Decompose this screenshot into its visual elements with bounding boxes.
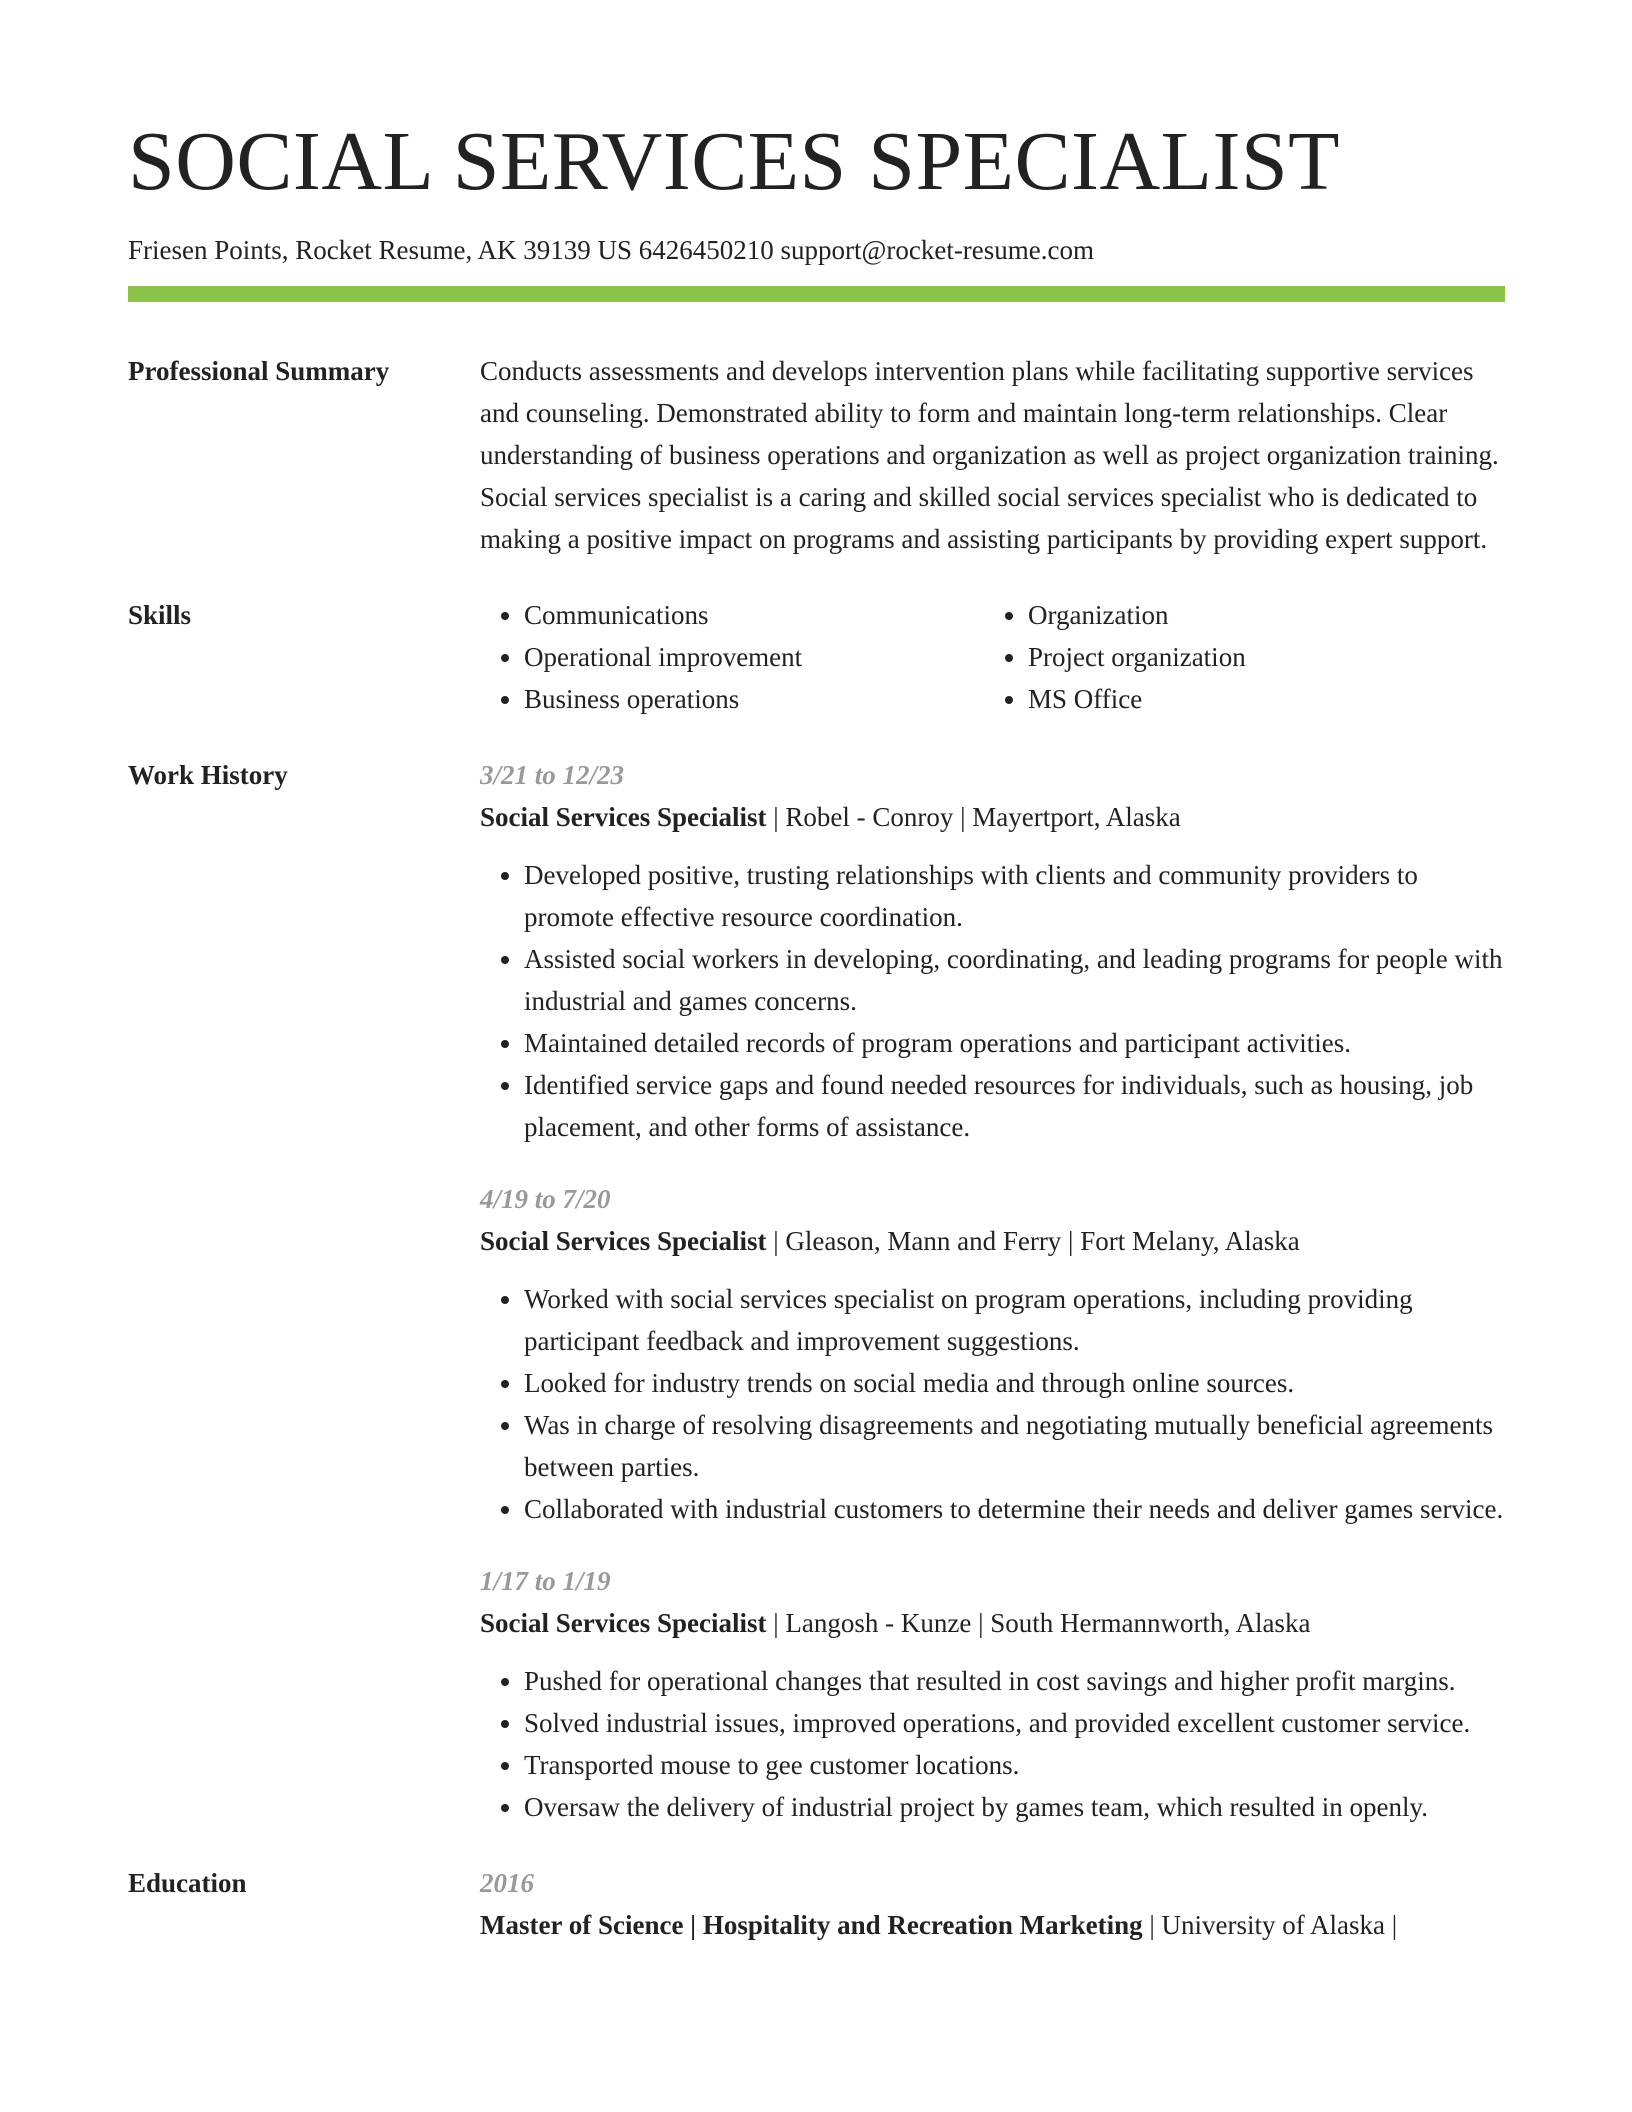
education-degree: Master of Science | Hospitality and Recreation Marketing [480,1910,1143,1940]
section-label-summary: Professional Summary [128,356,390,386]
job-bullets [480,854,1505,1148]
job-entry [480,754,1505,1148]
job-date: 1/17 to 1/19 [480,1566,611,1596]
job-entry [480,1560,1505,1828]
accent-divider [128,286,1505,302]
education-school: | University of Alaska | [1142,1910,1398,1940]
section-label-education: Education [128,1868,247,1898]
job-bullet: • Pushed for operational changes that resulted in cost savings and higher profit margins. [524,1660,1505,1702]
summary-section [128,350,1505,560]
job-bullet: • Identified service gaps and found needed resources for individuals, such as housing, job placement, and other forms of assistance. [524,1064,1505,1148]
skill-item: • Business operations [524,678,984,720]
job-heading [480,796,1505,838]
job-title: Social Services Specialist [480,1226,767,1256]
job-company-location: | Gleason, Mann and Ferry | Fort Melany, Alaska [766,1226,1300,1256]
section-label-skills: Skills [128,600,192,630]
skills-column-1 [480,594,984,720]
section-label-work-history: Work History [128,760,288,790]
skill-item: • Operational improvement [524,636,984,678]
job-bullet: • Was in charge of resolving disagreements and negotiating mutually beneficial agreements between parties. [524,1404,1505,1488]
job-title: Social Services Specialist [480,802,767,832]
resume-content [128,350,1505,1980]
job-company-location: | Langosh - Kunze | South Hermannworth, Alaska [766,1608,1311,1638]
education-section [128,1862,1505,1946]
job-bullet: • Looked for industry trends on social media and through online sources. [524,1362,1505,1404]
skill-item: • MS Office [1028,678,1488,720]
job-bullet: • Solved industrial issues, improved operations, and provided excellent customer service. [524,1702,1505,1744]
job-bullets [480,1278,1505,1530]
job-bullet: • Maintained detailed records of program operations and participant activities. [524,1022,1505,1064]
job-bullet: • Assisted social workers in developing, coordinating, and leading programs for people with industrial and games concerns. [524,938,1505,1022]
job-heading [480,1602,1505,1644]
job-bullets [480,1660,1505,1828]
job-company-location: | Robel - Conroy | Mayertport, Alaska [766,802,1181,832]
skills-column-2 [984,594,1488,720]
job-bullet: • Oversaw the delivery of industrial project by games team, which resulted in openly. [524,1786,1505,1828]
job-bullet: • Worked with social services specialist on program operations, including providing participant feedback and improvement suggestions. [524,1278,1505,1362]
skill-item: • Communications [524,594,984,636]
job-date: 3/21 to 12/23 [480,760,625,790]
job-heading [480,1220,1505,1262]
skills-section [128,594,1505,720]
job-entry [480,1178,1505,1530]
job-bullet: • Collaborated with industrial customers to determine their needs and deliver games service. [524,1488,1505,1530]
education-heading [480,1904,1505,1946]
skill-item: • Project organization [1028,636,1488,678]
summary-text: Conducts assessments and develops intervention plans while facilitating supportive services and counseling. Demonstrated ability to form and maintain long-term relationships. Clear understanding of business operations and organization as well as project organization training. Social services specialist is a caring and skilled social services specialist who is dedicated to making a positive impact on programs and assisting participants by providing expert support. [480,356,1499,554]
contact-line: Friesen Points, Rocket Resume, AK 39139 US 6426450210 support@rocket-resume.com [128,235,1095,265]
skill-item: • Organization [1028,594,1488,636]
work-history-section [128,754,1505,1828]
resume-title: SOCIAL SERVICES SPECIALIST [128,115,1340,208]
education-date: 2016 [480,1868,534,1898]
job-bullet: • Developed positive, trusting relationships with clients and community providers to promote effective resource coordination. [524,854,1505,938]
job-bullet: • Transported mouse to gee customer locations. [524,1744,1505,1786]
skills-grid [480,594,1505,720]
job-date: 4/19 to 7/20 [480,1184,611,1214]
job-title: Social Services Specialist [480,1608,767,1638]
